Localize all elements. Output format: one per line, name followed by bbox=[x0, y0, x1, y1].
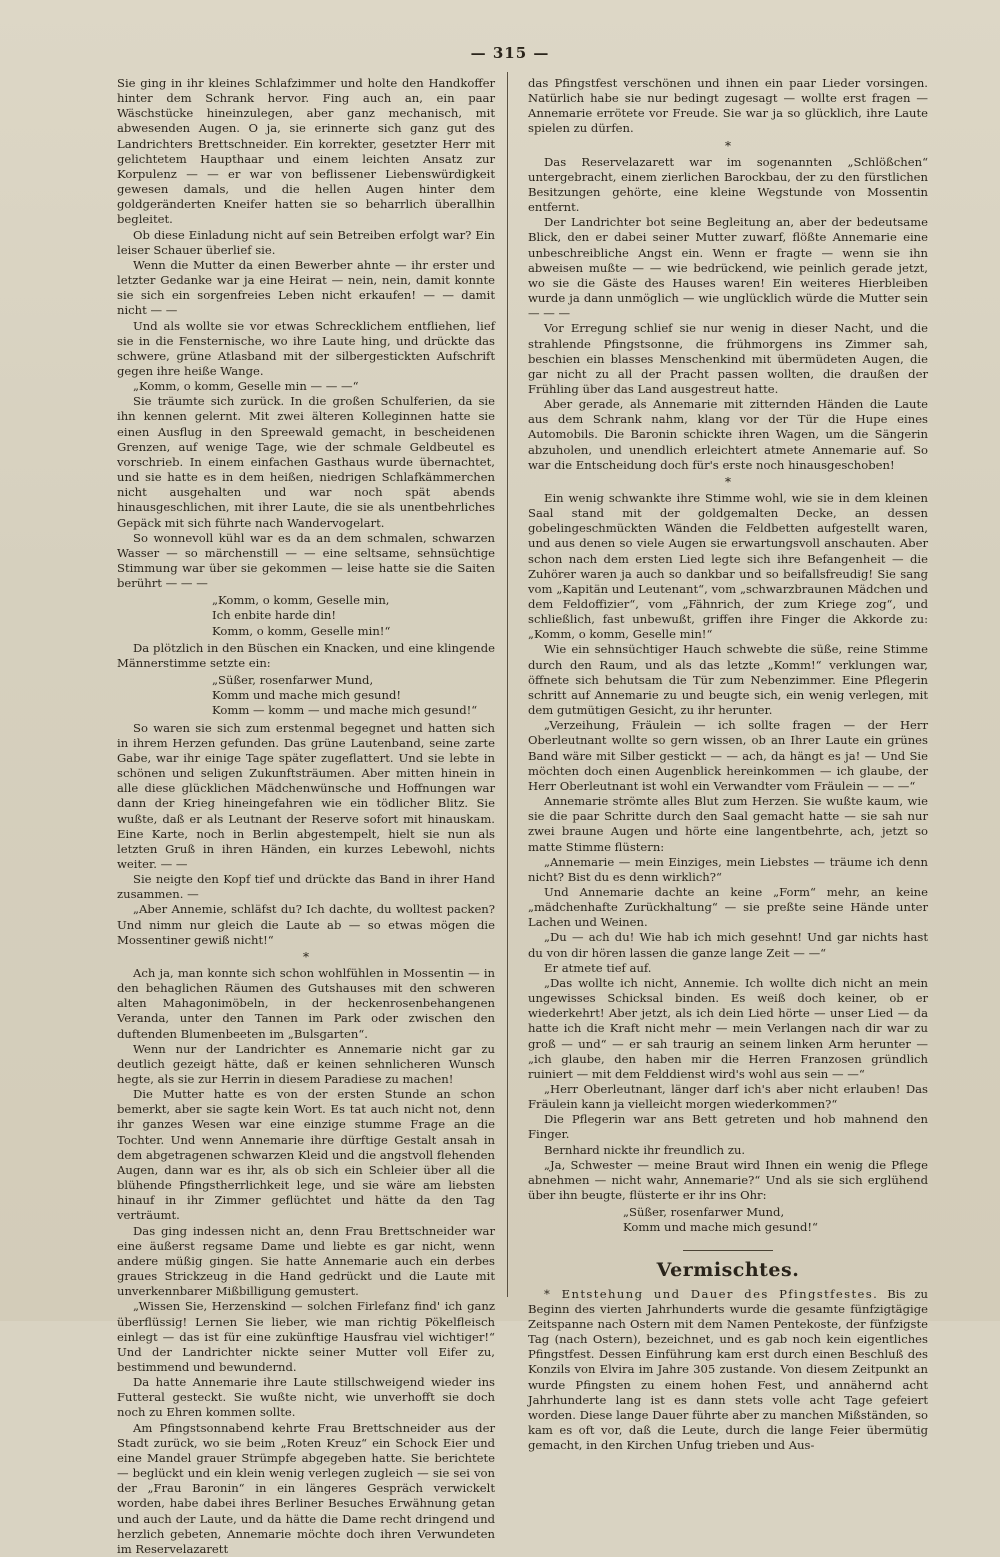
article-lead: * Entstehung und Dauer des Pfingstfestes. bbox=[544, 1286, 879, 1301]
right-column bbox=[528, 76, 928, 1453]
right-paragraph-8: „Verzeihung, Fräulein — ich sollte fragen — der Herr Oberleutnant wollte so gern wissen, ob an Ihrer Laute ein grünes Band wäre mit Silber gestickt — — ach, da hängt es ja! — Und Sie möchten doch einen Augenblick hereinkommen — ich glaube, der Herr Oberleutnant ist wohl ein Verwandter vom Fräulein — — —“ bbox=[528, 718, 928, 793]
verse-line: Komm und mache mich gesund! bbox=[212, 688, 402, 703]
left-paragraph-16: „Wissen Sie, Herzenskind — solchen Firlefanz find' ich ganz überflüssig! Lernen Sie lieber, wie man richtig Pökelfleisch einlegt — das ist für eine zukünftige Hausfrau viel wichtiger!“ Und der Landrichter nickte seiner Mutter voll Eifer zu, bestimmend und bewundernd. bbox=[117, 1299, 495, 1374]
left-paragraph-13: Wenn nur der Landrichter es Annemarie nicht gar zu deutlich gezeigt hätte, daß er keinen sehnlicheren Wunsch hegte, als sie zur Herrin in diesem Paradiese zu machen! bbox=[117, 1041, 495, 1086]
verse-line: „Süßer, rosenfarwer Mund, bbox=[212, 673, 374, 688]
right-paragraph-4: Vor Erregung schlief sie nur wenig in dieser Nacht, und die strahlende Pfingstsonne, die frühmorgens ins Zimmer sah, beschien ein blasses Menschenkind mit übermüdeten Augen, die gar nicht zu all der Pracht passen wollten, die draußen der Frühling über das Land ausgestreut hatte. bbox=[528, 321, 928, 396]
right-paragraph-7: Wie ein sehnsüchtiger Hauch schwebte die süße, reine Stimme durch den Raum, und als das letzte „Komm!“ verklungen war, öffnete sich behutsam die Tür zum Nebenzimmer. Eine Pflegerin schritt auf Annemarie zu und beugte sich, ein wenig verlegen, mit dem gutmütigen Gesicht, zu ihr herunter. bbox=[528, 642, 928, 718]
left-paragraph-9: So waren sie sich zum erstenmal begegnet und hatten sich in ihrem Herzen gefunden. Das grüne Lautenband, seine zarte Gabe, war ihr einige Tage später zugeflattert. Und sie lebte in schönen und seligen Zukunftsträumen. Aber mitten hinein in alle diese glücklichen Mädchenwünsche und Hoffnungen war dann der Krieg hineingefahren wie ein tödlicher Blitz. Sie wußte, daß er als Leutnant der Reserve sofort mit hinauskam. Eine Karte, noch in Berlin abgestempelt, hielt sie nun als letzten Gruß in ihren Händen, ein kurzes Lebewohl, nichts weiter. — — bbox=[117, 720, 495, 871]
right-paragraph-1: das Pfingstfest verschönen und ihnen ein paar Lieder vorsingen. Natürlich habe sie nur bedingt zugesagt — wollte erst fragen — Annemarie errötete vor Freude. Sie war ja so glücklich, ihre Laute spielen zu dürfen. bbox=[528, 76, 928, 136]
left-paragraph-18: Am Pfingstsonnabend kehrte Frau Brettschneider aus der Stadt zurück, wo sie beim „Roten Kreuz“ ein Schock Eier und eine Mandel grauer Strümpfe abgegeben hatte. Sie berichtete — beglückt und ein klein wenig verlegen zugleich — sie sei von der „Frau Baronin“ in ein längeres Gespräch verwickelt worden, habe dabei ihres Berliner Besuches Erwähnung getan und auch der Laute, und da hätte die Dame recht dringend und herzlich gebeten, Annemarie möchte doch ihren Verwundeten im Reservelazarett bbox=[117, 1420, 495, 1556]
verse-line: Komm und mache mich gesund!“ bbox=[623, 1220, 818, 1235]
right-paragraph-16: Die Pflegerin war ans Bett getreten und hob mahnend den Finger. bbox=[528, 1112, 928, 1142]
right-paragraph-6: Ein wenig schwankte ihre Stimme wohl, wie sie in dem kleinen Saal stand mit der goldgemalten Decke, an dessen gobelingeschmückten Wänden die Feldbetten aufgestellt waren, und aus denen so viele Augen sie erwartungsvoll anschauten. Aber schon nach dem ersten Lied legte sich ihre Befangenheit — die Zuhörer waren ja auch so dankbar und so beifallsfreudig! Sie sang vom „Kapitän und Leutenant“, vom „schwarzbraunen Mädchen und dem Feldoffizier“, vom „Fähnrich, der zum Kriege zog“, und schließlich, fast unbewußt, griffen ihre Finger die Akkorde zu: „Komm, o komm, Geselle min!“ bbox=[528, 490, 928, 642]
right-paragraph-3: Der Landrichter bot seine Begleitung an, aber der bedeutsame Blick, den er dabei seiner Mutter zuwarf, flößte Annemarie eine unbeschreibliche Angst ein. Wenn er fragte — wenn sie ihn abweisen mußte — — wie bedrückend, wie peinlich gerade jetzt, wo sie die Gäste des Hauses waren! Ein weiteres Hierbleiben wurde ja dann unmöglich — wie unglücklich würde die Mutter sein — — — bbox=[528, 215, 928, 321]
section-separator: * bbox=[725, 474, 731, 489]
left-column bbox=[117, 76, 495, 1556]
left-paragraph-5: „Komm, o komm, Geselle min — — —“ bbox=[133, 379, 359, 394]
section-rule bbox=[683, 1250, 773, 1251]
left-paragraph-15: Das ging indessen nicht an, denn Frau Brettschneider war eine äußerst regsame Dame und liebte es gar nicht, wenn andere müßig gingen. Sie hatte Annemarie auch ein derbes graues Strickzeug in die Hand gedrückt und die Laute mit unverkennbarer Mißbilligung gemustert. bbox=[117, 1223, 495, 1299]
left-paragraph-3: Wenn die Mutter da einen Bewerber ahnte — ihr erster und letzter Gedanke war ja eine Heirat — nein, nein, damit konnte sie sich ein sorgenfreies Leben nicht erkaufen! — — damit nicht — — bbox=[117, 257, 495, 318]
left-paragraph-14: Die Mutter hatte es von der ersten Stunde an schon bemerkt, aber sie sagte kein Wort. Es tat auch nicht not, denn ihr ganzes Wesen war eine einzige stumme Frage an die Tochter. Und wenn Annemarie ihre dürftige Gestalt ansah in dem abgetragenen schwarzen Kleid und die angstvoll flehenden Augen, dann war es ihr, als ob sich ein Schleier über all die blühende Pfingstherrlichkeit lege, und sie wäre am liebsten hinauf in ihr Zimmer geflüchtet und hätte da den Tag verträumt. bbox=[117, 1087, 495, 1223]
left-verse-1 bbox=[117, 593, 495, 638]
left-paragraph-17: Da hatte Annemarie ihre Laute stillschweigend wieder ins Futteral gesteckt. Sie wußte nicht, wie unverhofft sie doch noch zu Ehren kommen sollte. bbox=[117, 1375, 495, 1420]
page-number: — 315 — bbox=[470, 44, 550, 62]
right-verse-1 bbox=[528, 1205, 928, 1235]
left-paragraph-2: Ob diese Einladung nicht auf sein Betreiben erfolgt war? Ein leiser Schauer überlief sie. bbox=[117, 227, 495, 257]
right-paragraph-5: Aber gerade, als Annemarie mit zitternden Händen die Laute aus dem Schrank nahm, klang vor der Tür die Hupe eines Automobils. Die Baronin schickte ihren Wagen, um die Sängerin abzuholen, und unendlich erleichtert atmete Annemarie auf. So war die Entscheidung doch für's erste noch hinausgeschoben! bbox=[528, 397, 928, 472]
right-paragraph-15: „Herr Oberleutnant, länger darf ich's aber nicht erlauben! Das Fräulein kann ja vielleicht morgen wiederkommen?“ bbox=[528, 1082, 928, 1112]
column-divider bbox=[507, 72, 508, 1297]
verse-line: „Komm, o komm, Geselle min, bbox=[212, 593, 390, 608]
left-paragraph-11: „Aber Annemie, schläfst du? Ich dachte, du wolltest packen? Und nimm nur gleich die Laute ab — so etwas mögen die Mossentiner gewiß nicht!“ bbox=[117, 902, 495, 947]
right-paragraph-2: Das Reservelazarett war im sogenannten „Schlößchen“ untergebracht, einem zierlichen Barockbau, der zu den fürstlichen Besitzungen gehörte, eine kleine Wegstunde von Mossentin entfernt. bbox=[528, 154, 928, 215]
left-verse-2 bbox=[117, 673, 495, 718]
right-paragraph-17: Bernhard nickte ihr freundlich zu. bbox=[544, 1142, 746, 1157]
section-separator: * bbox=[725, 138, 731, 153]
right-paragraph-19 bbox=[528, 1287, 928, 1454]
left-paragraph-12: Ach ja, man konnte sich schon wohlfühlen in Mossentin — in den behaglichen Räumen des Gutshauses mit den schweren alten Mahagonimöbeln, in der heckenrosenbehangenen Veranda, unter den Tannen im Park oder zwischen den duftenden Blumenbeeten im „Bulsgarten“. bbox=[117, 965, 495, 1041]
section-heading: Vermischtes. bbox=[656, 1258, 800, 1281]
article-body: Bis zu Beginn des vierten Jahrhunderts wurde die gesamte fünfzigtägige Zeitspanne nach Ostern mit dem Namen Pentekoste, der fünfzigste Tag (nach Ostern), bezeichnet, und es gab noch kein eigentliches Pfingstfest. Dessen Einführung kam erst durch einen Beschluß des Konzils von Elvira im Jahre 305 zustande. Von diesem Zeitpunkt an wurde Pfingsten zu einem hohen Fest, und annähernd acht Jahrhunderte lang ist es dann stets volle acht Tage gefeiert worden. Diese lange Dauer führte aber zu manchen Mißständen, so kam es oft vor, daß die Leute, durch die lange Feier übermütig gemacht, in den Kirchen Unfug trieben und Aus- bbox=[528, 1286, 928, 1453]
verse-line: „Süßer, rosenfarwer Mund, bbox=[623, 1205, 785, 1220]
left-paragraph-10: Sie neigte den Kopf tief und drückte das Band in ihrer Hand zusammen. — bbox=[117, 872, 495, 902]
left-paragraph-8: Da plötzlich in den Büschen ein Knacken, und eine klingende Männerstimme setzte ein: bbox=[117, 640, 495, 670]
right-paragraph-14: „Das wollte ich nicht, Annemie. Ich wollte dich nicht an mein ungewisses Schicksal binden. Es weiß doch keiner, ob er wiederkehrt! Aber jetzt, als ich dein Lied hörte — unser Lied — da hatte ich die Kraft nicht mehr — mein Verlangen nach dir war zu groß — und“ — er sah traurig an seinem linken Arm herunter — „ich glaube, den haben mir die Herren Franzosen gründlich ruiniert — mit dem Felddienst wird's wohl aus sein — —“ bbox=[528, 975, 928, 1081]
section-separator: * bbox=[303, 949, 309, 964]
right-paragraph-9: Annemarie strömte alles Blut zum Herzen. Sie wußte kaum, wie sie die paar Schritte durch den Saal gemacht hatte — sie sah nur zwei braune Augen und hörte eine langentbehrte, ach, jetzt so matte Stimme flüstern: bbox=[528, 794, 928, 854]
left-paragraph-4: Und als wollte sie vor etwas Schrecklichem entfliehen, lief sie in die Fensternische, wo ihre Laute hing, und drückte das schwere, grüne Atlasband mit der silbergestickten Aufschrift gegen ihre heiße Wange. bbox=[117, 318, 495, 378]
left-paragraph-1: Sie ging in ihr kleines Schlafzimmer und holte den Handkoffer hinter dem Schrank hervor. Fing auch an, ein paar Wäschstücke hineinzulegen, aber ganz mechanisch, mit abwesenden Augen. O ja, sie erinnerte sich ganz gut des Landrichters Brettschneider. Ein korrekter, gesetzter Herr mit gelichtetem Haupthaar und einem leichten Ansatz zur Korpulenz — — er war von beflissener Liebenswürdigkeit gewesen damals, und die hellen Augen hinter dem goldgeränderten Kneifer hatten sie so beharrlich überallhin begleitet. bbox=[117, 76, 495, 227]
right-paragraph-13: Er atmete tief auf. bbox=[544, 960, 652, 975]
left-paragraph-7: So wonnevoll kühl war es da an dem schmalen, schwarzen Wasser — so märchenstill — — eine seltsame, sehnsüchtige Stimmung war über sie gekommen — leise hatte sie die Saiten berührt — — — bbox=[117, 530, 495, 591]
left-paragraph-6: Sie träumte sich zurück. In die großen Schulferien, da sie ihn kennen gelernt. Mit zwei älteren Kolleginnen hatte sie einen Ausflug in den Spreewald gemacht, in bescheidenen Grenzen, auf wenige Tage, wie der schmale Geldbeutel es vorschrieb. In einem einfachen Gasthaus wurde übernachtet, und sie hatte es in dem heißen, niedrigen Schlafkämmerchen nicht ausgehalten und war noch spät abends hinausgeschlichen, mit ihrer Laute, die sie als unentbehrliches Gepäck mit sich führte nach Wandervogelart. bbox=[117, 394, 495, 530]
verse-line: Komm — komm — und mache mich gesund!“ bbox=[212, 703, 478, 718]
verse-line: Ich enbite harde din! bbox=[212, 608, 337, 623]
right-paragraph-18: „Ja, Schwester — meine Braut wird Ihnen ein wenig die Pflege abnehmen — nicht wahr, Annemarie?“ Und als sie sich erglühend über ihn beugte, flüsterte er ihr ins Ohr: bbox=[528, 1157, 928, 1203]
right-paragraph-12: „Du — ach du! Wie hab ich mich gesehnt! Und gar nichts hast du von dir hören lassen die ganze lange Zeit — —“ bbox=[528, 930, 928, 960]
right-paragraph-11: Und Annemarie dachte an keine „Form“ mehr, an keine „mädchenhafte Zurückhaltung“ — sie preßte seine Hände unter Lachen und Weinen. bbox=[528, 884, 928, 930]
right-paragraph-10: „Annemarie — mein Einziges, mein Liebstes — träume ich denn nicht? Bist du es denn wirklich?“ bbox=[528, 854, 928, 884]
verse-line: Komm, o komm, Geselle min!“ bbox=[212, 623, 391, 638]
